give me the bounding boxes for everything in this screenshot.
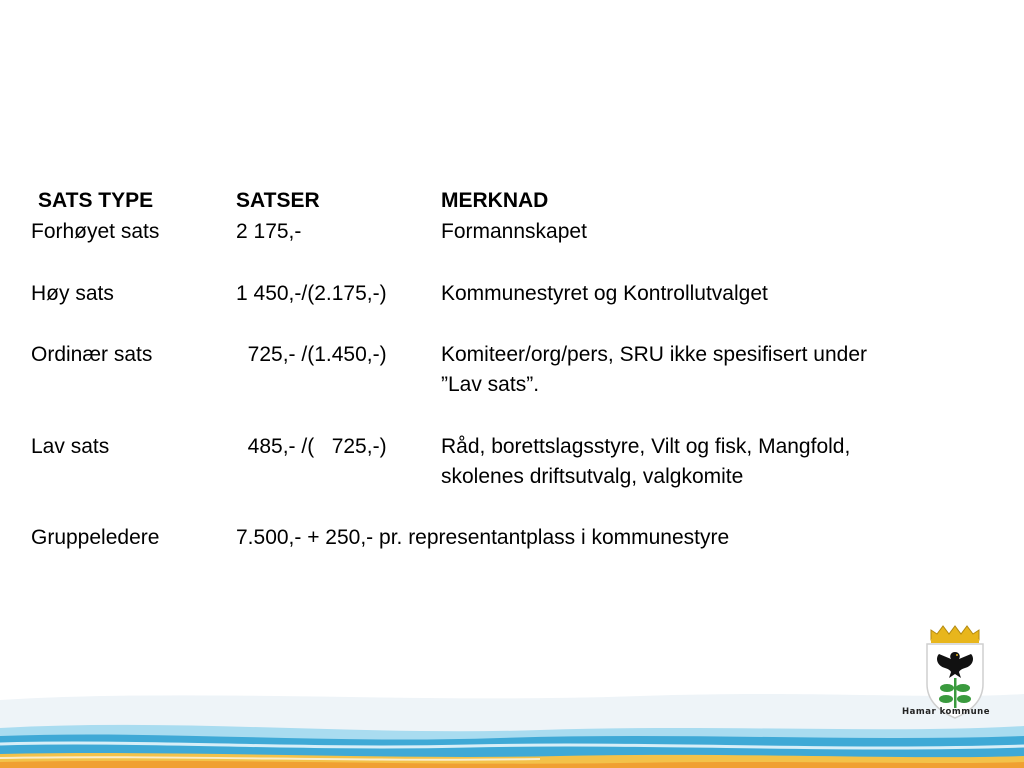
row-type-forhoyet: Forhøyet sats bbox=[31, 220, 160, 243]
header-merknad: MERKNAD bbox=[441, 189, 549, 212]
row-rate-lav: 485,- /( 725,-) bbox=[236, 435, 387, 458]
row-note-lav-line2: skolenes driftsutvalg, valgkomite bbox=[441, 465, 744, 488]
row-rate-forhoyet: 2 175,- bbox=[236, 220, 302, 243]
row-rate-gruppeledere: 7.500,- + 250,- pr. representantplass i kommunestyre bbox=[236, 526, 730, 549]
row-type-hoy: Høy sats bbox=[31, 282, 114, 305]
row-rate-ordinaer: 725,- /(1.450,-) bbox=[236, 343, 387, 366]
header-sats-type: SATS TYPE bbox=[38, 189, 154, 212]
footer-wave-decoration bbox=[0, 670, 1024, 768]
row-note-hoy: Kommunestyret og Kontrollutvalget bbox=[441, 282, 768, 305]
row-note-forhoyet: Formannskapet bbox=[441, 220, 587, 243]
row-note-ordinaer-line1: Komiteer/org/pers, SRU ikke spesifisert under bbox=[441, 343, 867, 366]
logo-caption: Hamar kommune bbox=[902, 707, 990, 717]
row-type-ordinaer: Ordinær sats bbox=[31, 343, 153, 366]
row-type-lav: Lav sats bbox=[31, 435, 110, 458]
row-type-gruppeledere: Gruppeledere bbox=[31, 526, 160, 549]
row-rate-hoy: 1 450,-/(2.175,-) bbox=[236, 282, 387, 305]
row-note-ordinaer-line2: ”Lav sats”. bbox=[441, 373, 540, 396]
header-satser: SATSER bbox=[236, 189, 320, 212]
row-note-lav-line1: Råd, borettslagsstyre, Vilt og fisk, Mangfold, bbox=[441, 435, 851, 458]
